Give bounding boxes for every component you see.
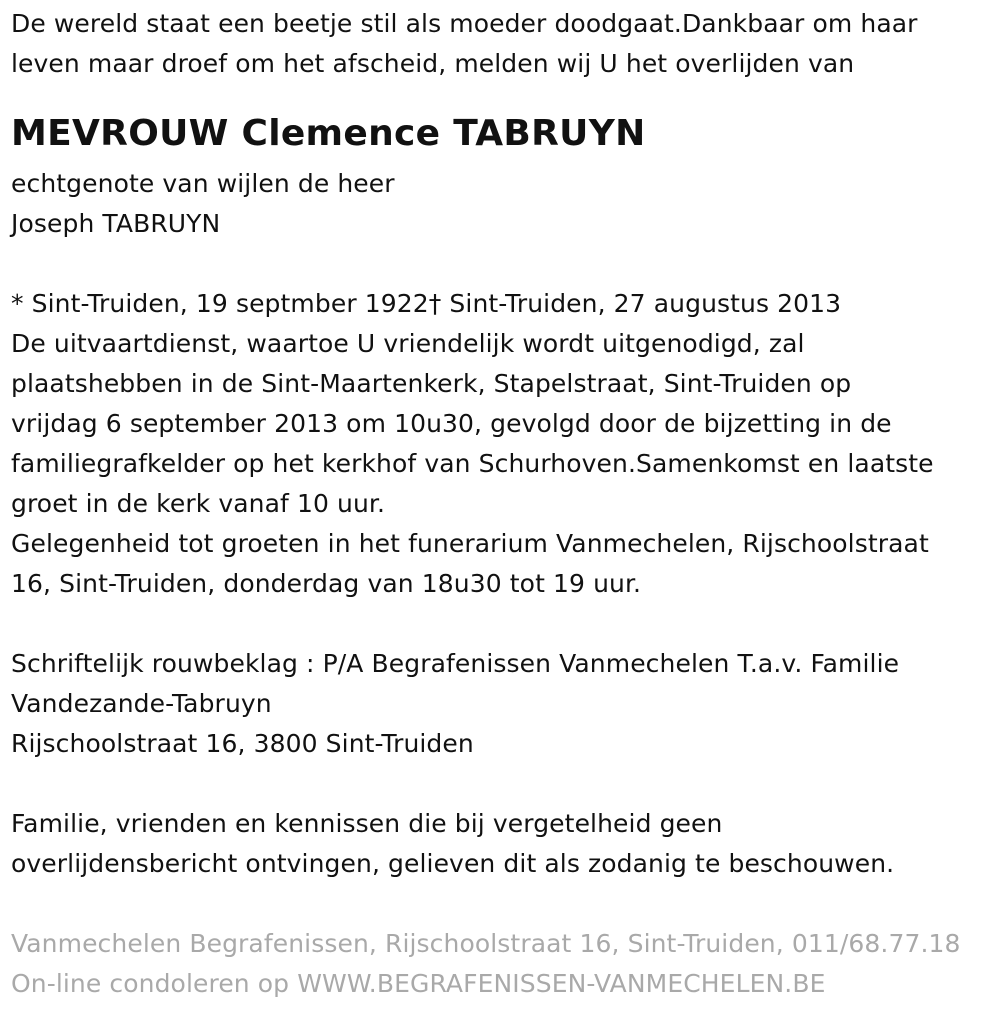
birth-death-dates	[11, 284, 996, 324]
footer-website: On-line condoleren op WWW.BEGRAFENISSEN-VANMECHELEN.BE	[11, 969, 826, 998]
death-date: Sint-Truiden, 27 augustus 2013	[441, 289, 842, 318]
condolences-address: Rijschoolstraat 16, 3800 Sint-Truiden	[11, 729, 474, 758]
intro-line-1: De wereld staat een beetje stil als moeder doodgaat.Dankbaar om haar	[11, 9, 918, 38]
spacer	[11, 764, 996, 804]
birth-date: * Sint-Truiden, 19 septmber 1922	[11, 289, 429, 318]
deceased-name: MEVROUW Clemence TABRUYN	[11, 113, 646, 154]
spacer	[11, 604, 996, 644]
ceremony-line-3: vrijdag 6 september 2013 om 10u30, gevolgd door de bijzetting in de	[11, 409, 892, 438]
obituary-notice	[11, 4, 996, 1004]
ceremony-line-5: groet in de kerk vanaf 10 uur.	[11, 489, 386, 518]
footer-contact: Vanmechelen Begrafenissen, Rijschoolstraat 16, Sint-Truiden, 011/68.77.18	[11, 929, 961, 958]
notice-line-2: overlijdensbericht ontvingen, gelieven dit als zodanig te beschouwen.	[11, 849, 895, 878]
intro-line-2: leven maar droef om het afscheid, melden wij U het overlijden van	[11, 49, 855, 78]
spacer	[11, 244, 996, 284]
ceremony-line-6: Gelegenheid tot groeten in het funerarium Vanmechelen, Rijschoolstraat	[11, 529, 929, 558]
ceremony-line-1: De uitvaartdienst, waartoe U vriendelijk wordt uitgenodigd, zal	[11, 329, 805, 358]
spouse-line-1: echtgenote van wijlen de heer	[11, 169, 395, 198]
condolences-line-1: Schriftelijk rouwbeklag : P/A Begrafenissen Vanmechelen T.a.v. Familie	[11, 649, 900, 678]
ceremony-line-4: familiegrafkelder op het kerkhof van Schurhoven.Samenkomst en laatste	[11, 449, 934, 478]
spacer	[11, 884, 996, 924]
cross-icon: †	[428, 289, 442, 318]
ceremony-line-7: 16, Sint-Truiden, donderdag van 18u30 tot 19 uur.	[11, 569, 642, 598]
spouse-line-2: Joseph TABRUYN	[11, 209, 221, 238]
notice-line-1: Familie, vrienden en kennissen die bij vergetelheid geen	[11, 809, 723, 838]
condolences-line-2: Vandezande-Tabruyn	[11, 689, 272, 718]
ceremony-line-2: plaatshebben in de Sint-Maartenkerk, Stapelstraat, Sint-Truiden op	[11, 369, 852, 398]
